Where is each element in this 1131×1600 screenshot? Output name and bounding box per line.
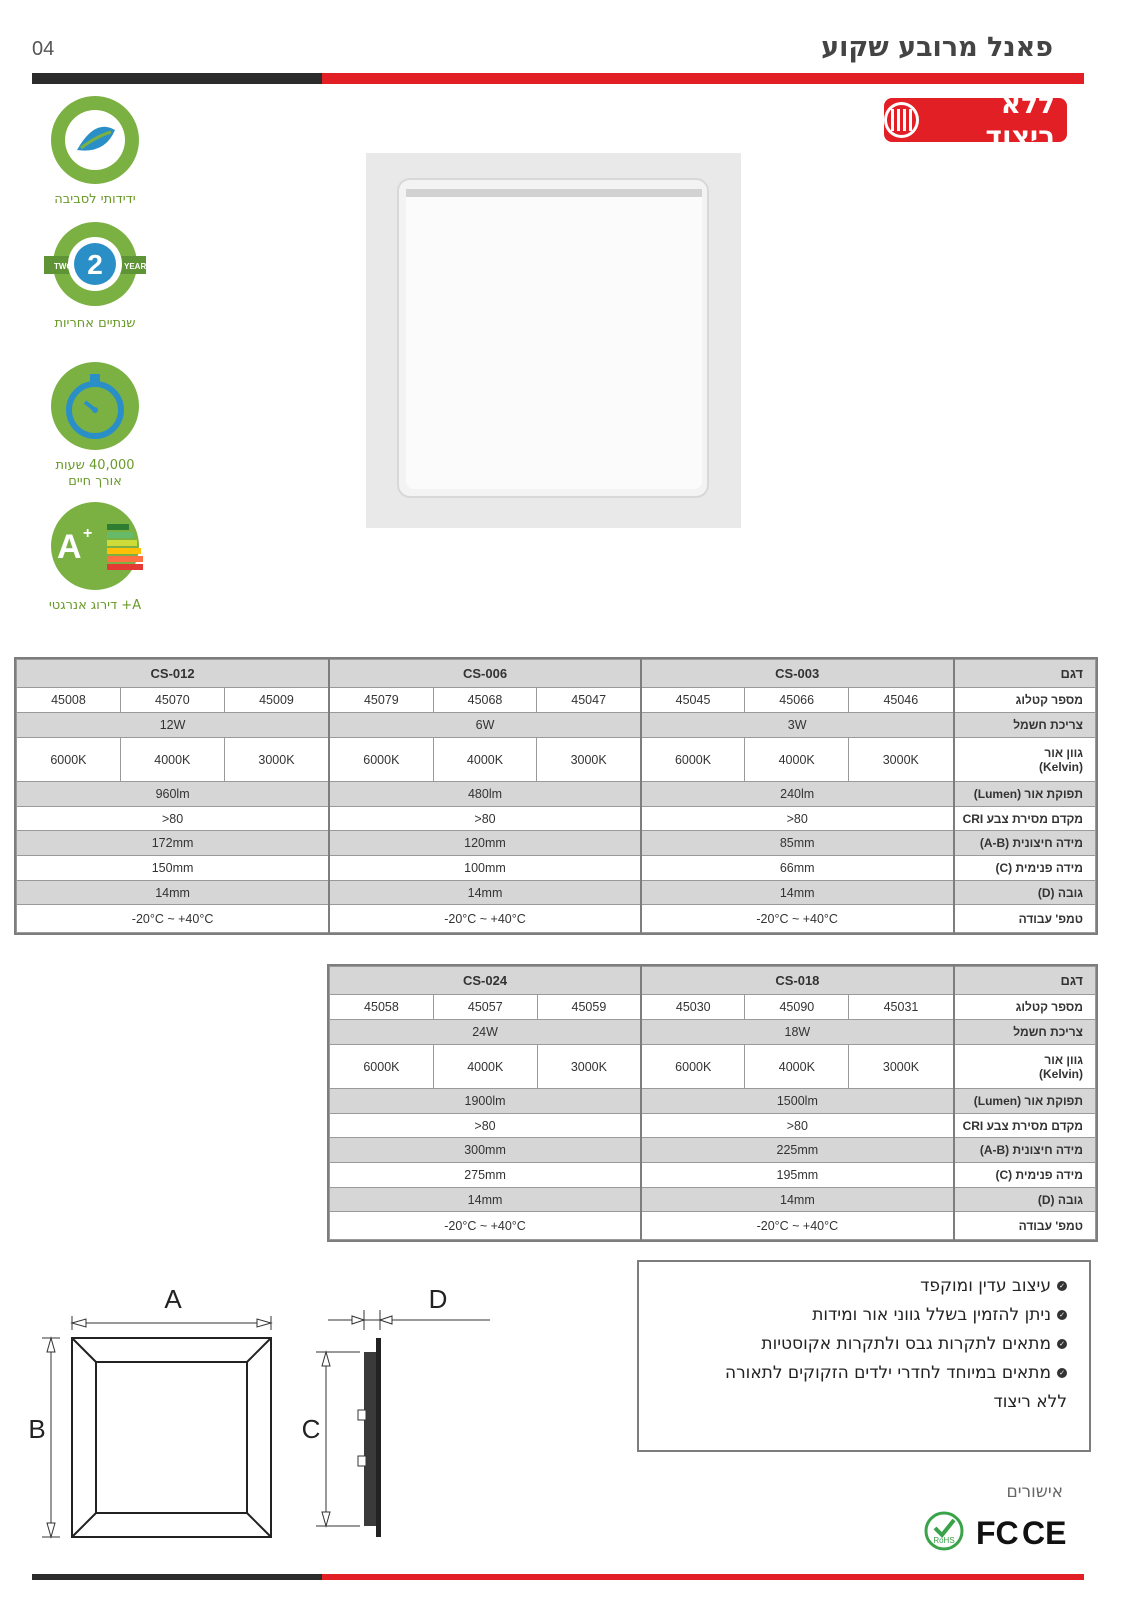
kelvin-label-2: (Kelvin) [1038, 759, 1083, 774]
kelvin-cell: 3000K [537, 738, 641, 782]
catalog-cell: 45045 [641, 688, 745, 713]
dim-a-label: A [164, 1284, 182, 1314]
lifetime-caption-2: אורך חיים [68, 474, 122, 489]
lumen-cell: 1500lm [641, 1089, 954, 1114]
inner-cell: 150mm [17, 856, 330, 881]
inner-cell: 100mm [329, 856, 641, 881]
inner-cell: 275mm [330, 1163, 642, 1188]
dim-c-label: C [301, 1414, 321, 1444]
feature-item: ✓עיצוב עדין ומוקפד [639, 1272, 1067, 1301]
product-photo [366, 153, 741, 528]
svg-text:2: 2 [87, 249, 103, 280]
cri-cell: >80 [641, 807, 954, 831]
kelvin-cell: 4000K [745, 1045, 849, 1089]
outer-row [330, 1138, 1096, 1163]
warranty-badge [40, 216, 150, 332]
ce-mark-icon: CE [1022, 1515, 1067, 1551]
feature-item: ✓מתאים במיוחד לחדרי ילדים הזקוקים לתאורה [639, 1359, 1067, 1388]
model-cell: CS-018 [641, 967, 954, 995]
catalog-cell: 45009 [224, 688, 329, 713]
kelvin-label [954, 738, 1096, 782]
approvals-title: אישורים [1006, 1482, 1063, 1502]
lumen-label: תפוקת אור (Lumen) [954, 1089, 1096, 1114]
certification-marks [924, 1508, 1074, 1554]
catalog-cell: 45030 [641, 995, 745, 1020]
lifetime-badge [40, 358, 150, 490]
no-flicker-label: ללא ריצוד [985, 87, 1055, 153]
warranty-icon [40, 216, 150, 312]
catalog-cell: 45031 [849, 995, 954, 1020]
outer-cell: 225mm [641, 1138, 954, 1163]
cri-label: מקדם מסירת צבע CRI [954, 1114, 1096, 1138]
temp-row [17, 905, 1096, 933]
kelvin-cell: 4000K [433, 738, 537, 782]
catalog-cell: 45058 [330, 995, 434, 1020]
inner-row [330, 1163, 1096, 1188]
catalog-cell: 45066 [745, 688, 849, 713]
svg-text:A: A [57, 528, 82, 566]
svg-text:TWO: TWO [54, 262, 73, 271]
power-cell: 24W [330, 1020, 642, 1045]
power-cell: 12W [17, 713, 330, 738]
height-row [330, 1188, 1096, 1212]
energy-caption: A+ דירוג אנרגטי [48, 598, 142, 613]
kelvin-label-1: גוון אור [1044, 1052, 1083, 1067]
kelvin-cell: 4000K [745, 738, 849, 782]
height-cell: 14mm [641, 881, 954, 905]
outer-cell: 172mm [17, 831, 330, 856]
power-row [330, 1020, 1096, 1045]
lifetime-caption-1: 40,000 שעות [55, 458, 135, 473]
lumen-row [17, 782, 1096, 807]
check-icon: ✓ [1057, 1310, 1067, 1320]
kelvin-cell: 6000K [641, 1045, 745, 1089]
feature-item: ✓ניתן להזמין בשלל גווני אור ומידות [639, 1301, 1067, 1330]
inner-cell: 195mm [641, 1163, 954, 1188]
eco-badge [40, 92, 150, 208]
catalog-cell: 45070 [120, 688, 224, 713]
model-label: דגם [954, 660, 1096, 688]
lumen-cell: 480lm [329, 782, 641, 807]
cri-cell: >80 [330, 1114, 642, 1138]
energy-rating-icon [47, 498, 143, 594]
lumen-label: תפוקת אור (Lumen) [954, 782, 1096, 807]
temp-label: טמפ' עבודה [954, 905, 1096, 933]
feature-item: ✓מתאים לתקרות גבס ולתקרות אקוסטיות [639, 1330, 1067, 1359]
feature-item-continued: ללא ריצוד [993, 1392, 1067, 1412]
page-number: 04 [32, 38, 55, 60]
warranty-caption: שנתיים אחריות [54, 316, 136, 331]
temp-cell: -20°C ~ +40°C [641, 1212, 954, 1240]
height-cell: 14mm [330, 1188, 642, 1212]
height-cell: 14mm [17, 881, 330, 905]
kelvin-cell: 6000K [330, 1045, 434, 1089]
catalog-cell: 45046 [849, 688, 954, 713]
energy-badge [40, 498, 150, 614]
power-cell: 3W [641, 713, 954, 738]
height-label: גובה (D) [954, 1188, 1096, 1212]
lumen-cell: 240lm [641, 782, 954, 807]
kelvin-cell: 3000K [537, 1045, 641, 1089]
cri-cell: >80 [17, 807, 330, 831]
fc-mark-icon: FC [976, 1515, 1019, 1551]
check-icon: ✓ [1057, 1339, 1067, 1349]
model-cell: CS-012 [17, 660, 330, 688]
model-cell: CS-024 [330, 967, 642, 995]
outer-cell: 300mm [330, 1138, 642, 1163]
temp-cell: -20°C ~ +40°C [330, 1212, 642, 1240]
inner-label: מידה פנימית (C) [954, 1163, 1096, 1188]
footer-bar-red [322, 1574, 1084, 1580]
catalog-label: מספר קטלוג [954, 995, 1096, 1020]
kelvin-cell: 3000K [849, 1045, 954, 1089]
power-cell: 18W [641, 1020, 954, 1045]
catalog-row [330, 995, 1096, 1020]
catalog-cell: 45068 [433, 688, 537, 713]
outer-label: מידה חיצונית (A-B) [954, 1138, 1096, 1163]
kelvin-cell: 6000K [329, 738, 433, 782]
lumen-cell: 1900lm [330, 1089, 642, 1114]
svg-text:+: + [83, 525, 93, 542]
outer-cell: 120mm [329, 831, 641, 856]
height-cell: 14mm [641, 1188, 954, 1212]
inner-cell: 66mm [641, 856, 954, 881]
spec-table-1 [16, 659, 1096, 933]
dim-b-label: B [28, 1414, 46, 1444]
kelvin-label [954, 1045, 1096, 1089]
inner-label: מידה פנימית (C) [954, 856, 1096, 881]
kelvin-label-1: גוון אור [1044, 745, 1083, 760]
inner-row [17, 856, 1096, 881]
check-icon: ✓ [1057, 1368, 1067, 1378]
cri-cell: >80 [329, 807, 641, 831]
kelvin-cell: 4000K [433, 1045, 537, 1089]
kelvin-row [17, 738, 1096, 782]
catalog-label: מספר קטלוג [954, 688, 1096, 713]
kelvin-cell: 4000K [120, 738, 224, 782]
temp-cell: -20°C ~ +40°C [17, 905, 330, 933]
flicker-stripes-icon [884, 102, 919, 138]
cri-row [17, 807, 1096, 831]
catalog-cell: 45079 [329, 688, 433, 713]
catalog-row [17, 688, 1096, 713]
svg-text:YEAR: YEAR [124, 262, 147, 271]
power-cell: 6W [329, 713, 641, 738]
cri-label: מקדם מסירת צבע CRI [954, 807, 1096, 831]
kelvin-cell: 6000K [17, 738, 121, 782]
temp-row [330, 1212, 1096, 1240]
lumen-cell: 960lm [17, 782, 330, 807]
kelvin-cell: 6000K [641, 738, 745, 782]
cri-row [330, 1114, 1096, 1138]
catalog-cell: 45059 [537, 995, 641, 1020]
model-cell: CS-003 [641, 660, 954, 688]
kelvin-label-2: (Kelvin) [1038, 1066, 1083, 1081]
features-list [639, 1262, 1089, 1417]
eco-friendly-icon [47, 92, 143, 188]
features-box [637, 1260, 1091, 1452]
temp-cell: -20°C ~ +40°C [641, 905, 954, 933]
cri-cell: >80 [641, 1114, 954, 1138]
model-row [330, 967, 1096, 995]
outer-label: מידה חיצונית (A-B) [954, 831, 1096, 856]
power-label: צריכת חשמל [954, 1020, 1096, 1045]
model-cell: CS-006 [329, 660, 641, 688]
kelvin-cell: 3000K [224, 738, 329, 782]
stopwatch-icon [47, 358, 143, 454]
footer-bar-dark [32, 1574, 322, 1580]
rohs-icon [926, 1513, 962, 1549]
no-flicker-logo [884, 87, 1067, 153]
catalog-cell: 45090 [745, 995, 849, 1020]
height-label: גובה (D) [954, 881, 1096, 905]
catalog-cell: 45057 [433, 995, 537, 1020]
model-row [17, 660, 1096, 688]
temp-cell: -20°C ~ +40°C [329, 905, 641, 933]
dimension-diagram [20, 1280, 500, 1550]
lumen-row [330, 1089, 1096, 1114]
header-bar-dark [32, 73, 322, 84]
outer-cell: 85mm [641, 831, 954, 856]
height-cell: 14mm [329, 881, 641, 905]
catalog-cell: 45047 [537, 688, 641, 713]
temp-label: טמפ' עבודה [954, 1212, 1096, 1240]
check-icon: ✓ [1057, 1281, 1067, 1291]
power-label: צריכת חשמל [954, 713, 1096, 738]
header-bar-red [322, 73, 1084, 84]
kelvin-row [330, 1045, 1096, 1089]
kelvin-cell: 3000K [849, 738, 954, 782]
outer-row [17, 831, 1096, 856]
catalog-cell: 45008 [17, 688, 121, 713]
svg-text:RoHS: RoHS [933, 1536, 955, 1545]
eco-caption: ידידותי לסביבה [54, 192, 136, 207]
page-title: פאנל מרובע שקוע [821, 32, 1053, 63]
model-label: דגם [954, 967, 1096, 995]
spec-table-2 [329, 966, 1096, 1240]
power-row [17, 713, 1096, 738]
height-row [17, 881, 1096, 905]
dim-d-label: D [428, 1284, 448, 1314]
